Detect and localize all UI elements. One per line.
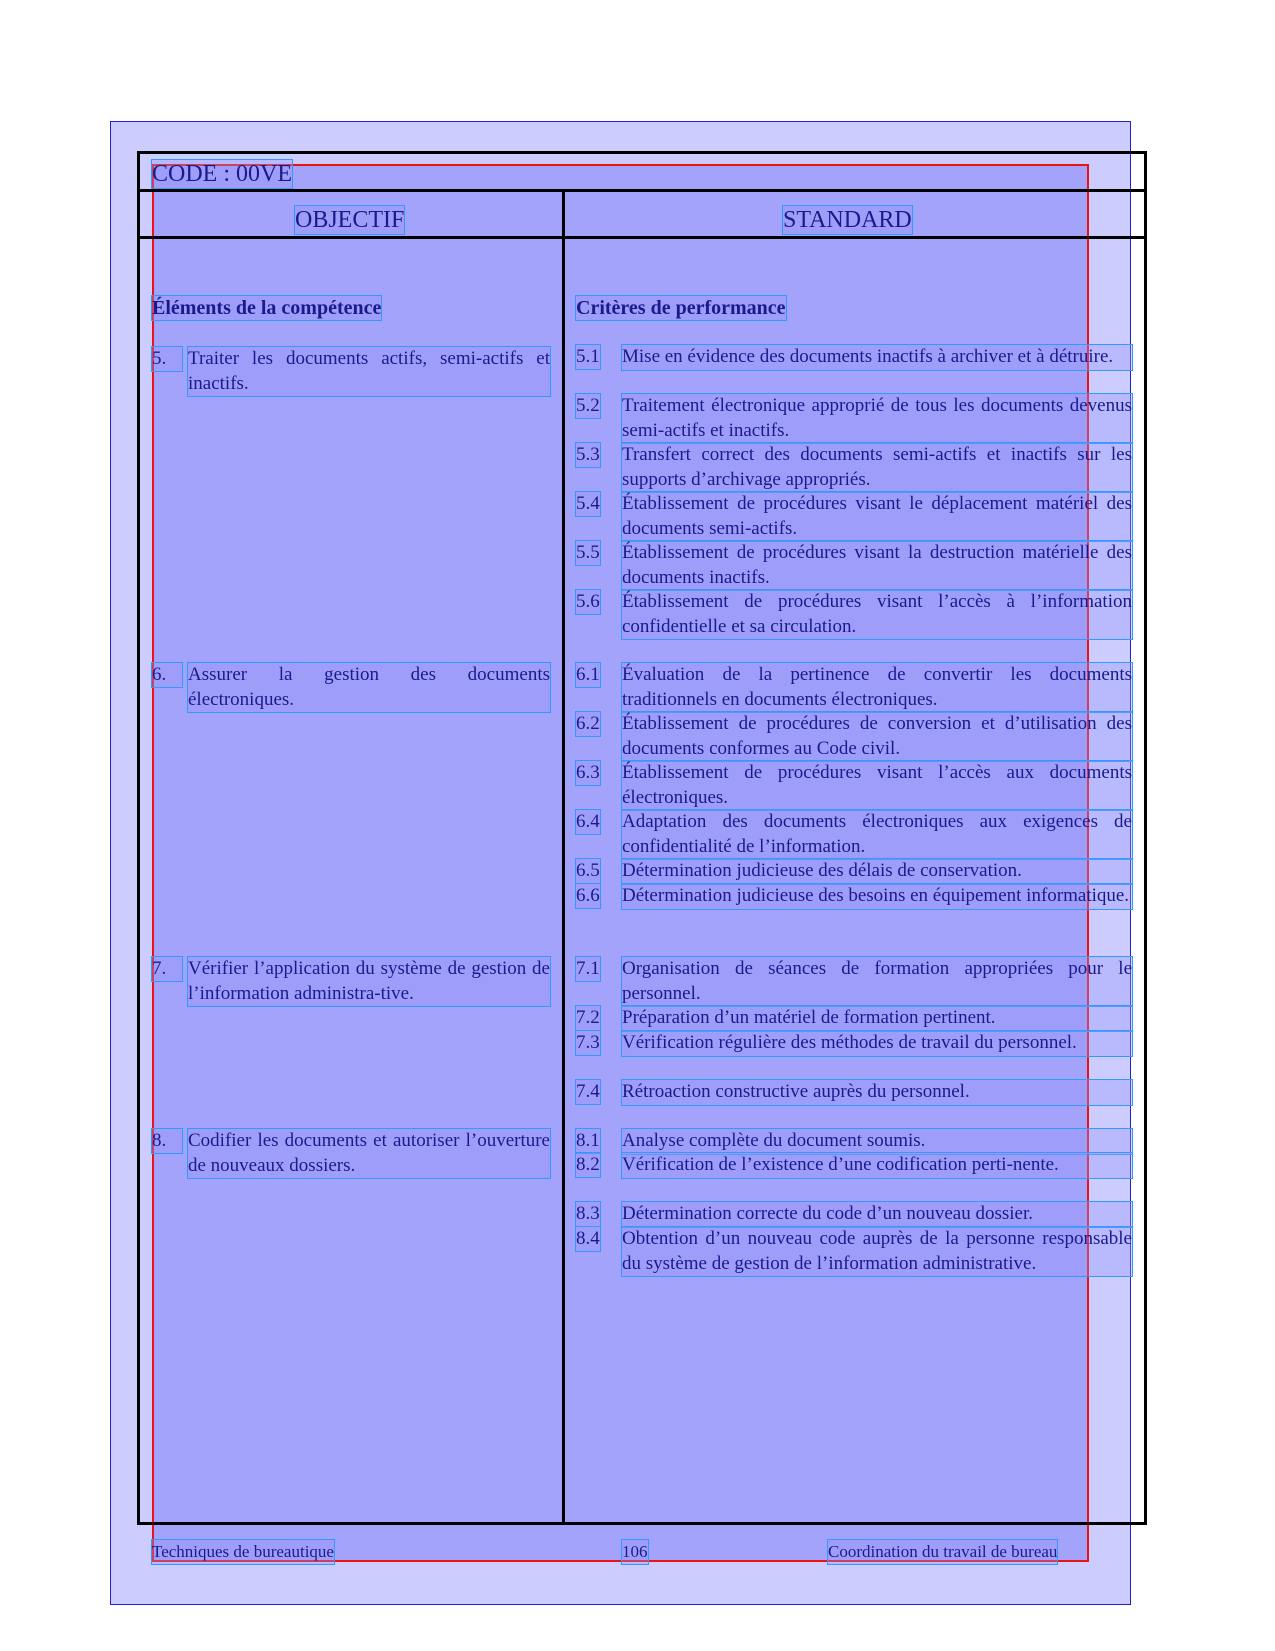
criterion-number: 5.2	[576, 395, 600, 416]
criterion-text: Vérification régulière des méthodes de travail du personnel.	[622, 1031, 1132, 1056]
criterion-text: Adaptation des documents électroniques aux exigences de confidentialité de l’information.	[622, 810, 1132, 859]
criterion-number: 5.1	[576, 346, 600, 367]
criterion-text: Détermination correcte du code d’un nouveau dossier.	[622, 1202, 1132, 1227]
criterion-number: 6.5	[576, 860, 600, 881]
criterion-number: 5.4	[576, 493, 600, 514]
element-text: Vérifier l’application du système de gestion de l’information administra-tive.	[188, 957, 550, 1006]
element-number: 6.	[152, 663, 182, 687]
criterion-text: Traitement électronique approprié de tous les documents devenus semi-actifs et inactifs.	[622, 394, 1132, 443]
criterion-text: Obtention d’un nouveau code auprès de la personne responsable du système de gestion de l’information administrative.	[622, 1227, 1132, 1276]
page-number: 106	[622, 1540, 648, 1564]
criterion-number: 6.2	[576, 713, 600, 734]
criterion-text: Établissement de procédures visant le déplacement matériel des documents semi-actifs.	[622, 492, 1132, 541]
criterion-number: 7.3	[576, 1032, 600, 1053]
criterion-number: 5.5	[576, 542, 600, 563]
criterion-number: 8.2	[576, 1154, 600, 1175]
criterion-text: Vérification de l’existence d’une codification perti-nente.	[622, 1153, 1132, 1178]
element-number: 7.	[152, 957, 182, 981]
header-divider	[137, 189, 1147, 192]
criterion-text: Détermination judicieuse des délais de conservation.	[622, 859, 1132, 884]
criterion-number: 6.4	[576, 811, 600, 832]
criteria-title: Critères de performance	[576, 297, 786, 319]
criterion-number: 8.1	[576, 1130, 600, 1151]
criterion-number: 7.2	[576, 1007, 600, 1028]
criterion-text: Transfert correct des documents semi-actifs et inactifs sur les supports d’archivage appropriés.	[622, 443, 1132, 492]
criterion-text: Établissement de procédures de conversion et d’utilisation des documents conformes au Code civil.	[622, 712, 1132, 761]
footer-left: Techniques de bureautique	[152, 1540, 334, 1564]
criterion-number: 7.1	[576, 958, 600, 979]
column-header-standard: STANDARD	[783, 207, 912, 233]
element-number: 5.	[152, 347, 182, 371]
criterion-text: Évaluation de la pertinence de convertir les documents traditionnels en documents électroniques.	[622, 663, 1132, 712]
criterion-text: Établissement de procédures visant l’accès aux documents électroniques.	[622, 761, 1132, 810]
criterion-number: 5.6	[576, 591, 600, 612]
element-number: 8.	[152, 1129, 182, 1153]
footer-right: Coordination du travail de bureau	[828, 1540, 1057, 1564]
criterion-number: 8.3	[576, 1203, 600, 1224]
criterion-text: Organisation de séances de formation appropriées pour le personnel.	[622, 957, 1132, 1006]
criterion-text: Rétroaction constructive auprès du personnel.	[622, 1080, 1132, 1105]
elements-title: Éléments de la compétence	[152, 297, 382, 319]
criterion-text: Analyse complète du document soumis.	[622, 1129, 1132, 1154]
criterion-number: 6.3	[576, 762, 600, 783]
criterion-number: 6.6	[576, 885, 600, 906]
criterion-text: Préparation d’un matériel de formation pertinent.	[622, 1006, 1132, 1031]
column-header-objectif: OBJECTIF	[295, 207, 405, 233]
document-code: CODE : 00VE	[152, 161, 292, 187]
element-text: Assurer la gestion des documents électroniques.	[188, 663, 550, 712]
criterion-number: 7.4	[576, 1081, 600, 1102]
criterion-number: 5.3	[576, 444, 600, 465]
column-divider	[562, 192, 565, 1525]
criterion-text: Établissement de procédures visant la destruction matérielle des documents inactifs.	[622, 541, 1132, 590]
criterion-number: 6.1	[576, 664, 600, 685]
element-text: Codifier les documents et autoriser l’ouverture de nouveaux dossiers.	[188, 1129, 550, 1178]
criterion-text: Mise en évidence des documents inactifs à archiver et à détruire.	[622, 345, 1132, 370]
criterion-text: Établissement de procédures visant l’accès à l’information confidentielle et sa circulation.	[622, 590, 1132, 639]
element-text: Traiter les documents actifs, semi-actifs et inactifs.	[188, 347, 550, 396]
criterion-text: Détermination judicieuse des besoins en équipement informatique.	[622, 884, 1132, 909]
column-header-divider	[137, 236, 1147, 239]
criterion-number: 8.4	[576, 1228, 600, 1249]
